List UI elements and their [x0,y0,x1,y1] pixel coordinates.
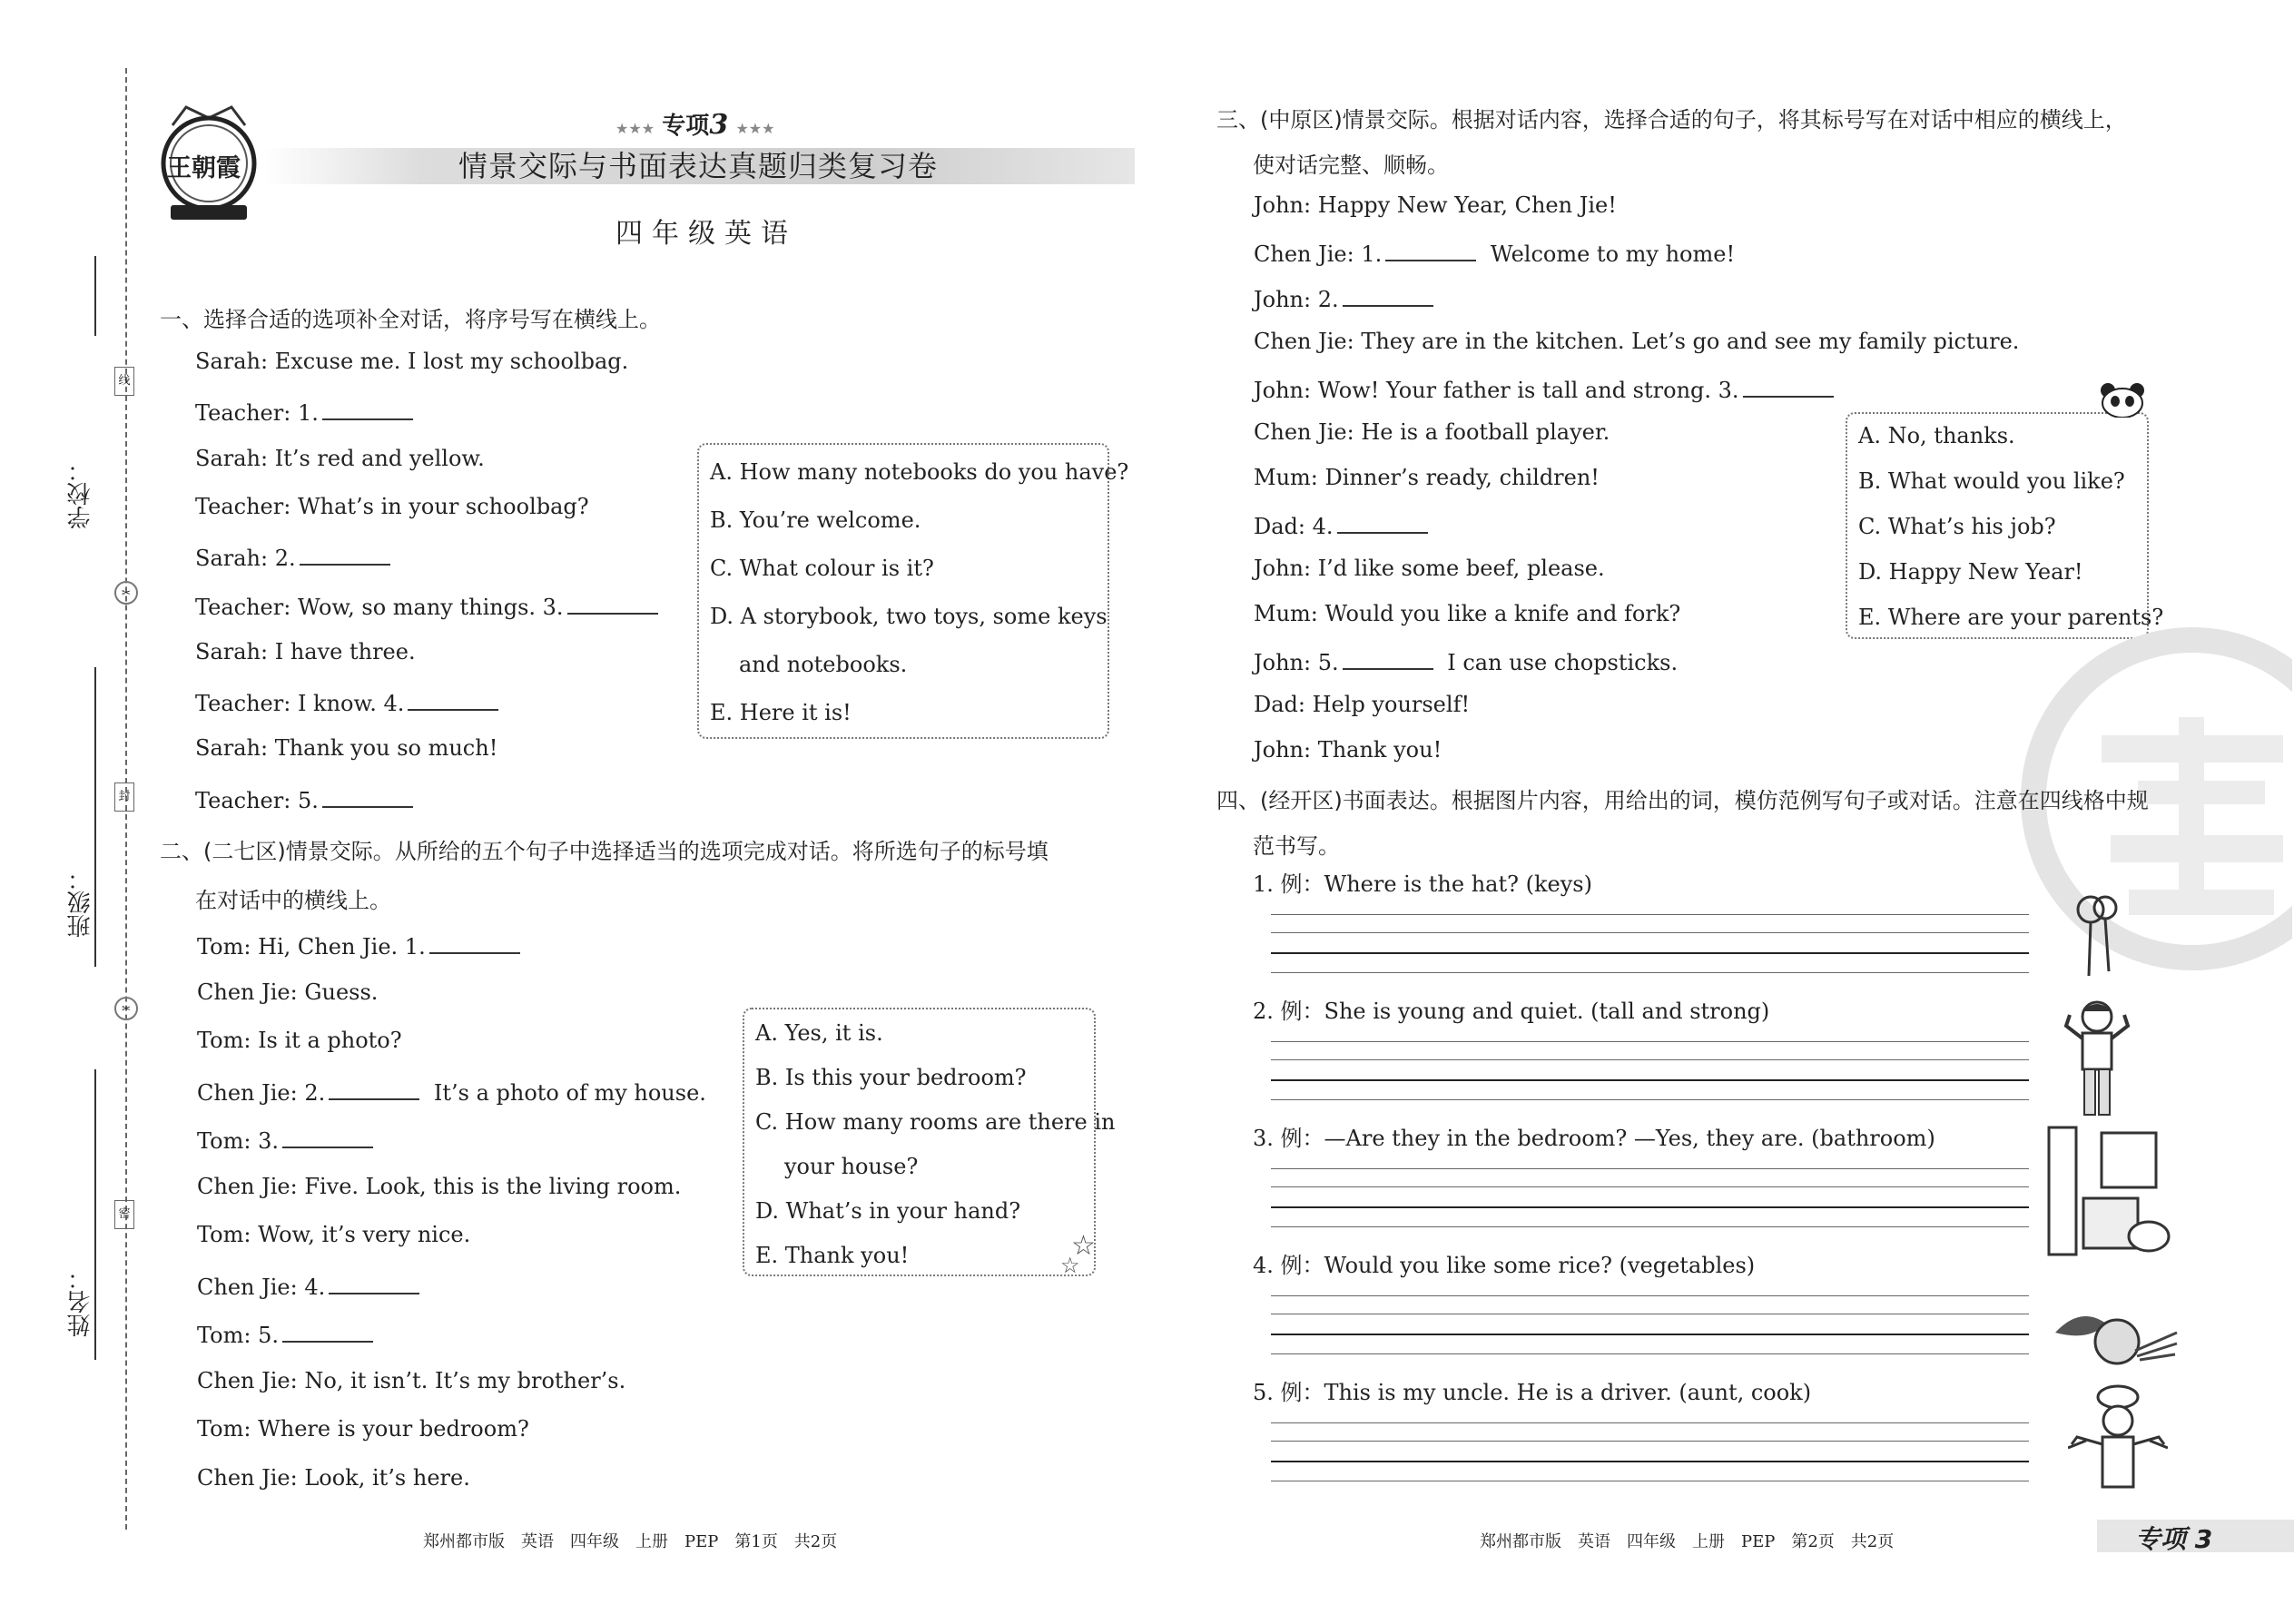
bathroom-icon [2047,1126,2174,1261]
footer-left: 郑州都市版 英语 四年级 上册 PEP 第1页 共2页 [423,1532,838,1551]
section-2-options [743,1008,1116,1276]
answer-blank[interactable] [408,689,498,711]
dialogue-line [195,544,390,572]
dialogue-text: Chen Jie: Guess. [197,979,379,1005]
writing-prompt: 1. 例：Where is the hat? (keys) [1253,871,1592,897]
dialogue-text: Tom: Is it a photo? [197,1028,402,1053]
writing-prompt: 5. 例：This is my uncle. He is a driver. (aunt, cook) [1253,1380,1812,1405]
dialogue-text: Teacher: What’s in your schoolbag? [195,493,589,519]
section-1-heading: 一、选择合适的选项补全对话，将序号写在横线上。 [160,307,661,332]
dialogue-text: Dad: Help yourself! [1254,692,1471,717]
dialogue-text: Tom: Hi, Chen Jie. 1. [197,934,426,960]
panda-icon [2097,381,2148,421]
dialogue-text: Teacher: I know. 4. [195,691,405,717]
option-item: your house? [784,1154,919,1179]
dialogue-line [197,981,378,1003]
four-line-grid[interactable] [1271,914,2029,974]
four-line-grid[interactable] [1271,1168,2029,1228]
dialogue-line [1254,240,1735,265]
logo-text: 王朝霞 [167,154,241,182]
dialogue-line [195,593,658,618]
dialogue-text: Chen Jie: They are in the kitchen. Let’s go and see my family picture. [1254,329,2020,354]
dialogue-line [195,638,416,664]
writing-prompt: 4. 例：Would you like some rice? (vegetables) [1253,1253,1756,1278]
dialogue-line [197,1224,470,1245]
four-line-grid[interactable] [1271,1422,2029,1482]
dialogue-text: Sarah: I have three. [195,638,416,664]
strong-man-icon [2061,999,2133,1125]
answer-blank[interactable] [329,1078,419,1100]
answer-blank[interactable] [567,593,658,615]
dialogue-text: Tom: Where is your bedroom? [197,1416,529,1442]
dialogue-text: Sarah: Thank you so much! [195,735,498,762]
dialogue-line [195,735,498,762]
dialogue-text: Teacher: Wow, so many things. 3. [195,594,564,620]
option-item: B. You’re welcome. [710,507,921,533]
dialogue-text: John: 5. [1254,650,1339,675]
option-item: D. A storybook, two toys, some keys [710,604,1108,629]
option-item: D. What’s in your hand? [755,1198,1021,1224]
dialogue-line [1254,421,1610,443]
dialogue-line [1254,694,1470,715]
option-item: A. No, thanks. [1858,423,2015,448]
dialogue-text: Tom: Wow, it’s very nice. [197,1222,471,1247]
seal-mark-secret: 密 [114,1200,134,1229]
dialogue-line [1254,739,1442,761]
section-1-options [697,443,1129,739]
star-icon: ★★★ [615,120,655,137]
section-4-heading-1: 四、(经开区)书面表达。根据图片内容，用给出的词，模仿范例写句子或对话。注意在四线格中规 [1216,788,2149,813]
cook-icon [2068,1384,2168,1506]
writing-prompt: 2. 例：She is young and quiet. (tall and strong) [1253,999,1770,1024]
dialogue-text: John: I’d like some beef, please. [1254,556,1605,581]
star-icon: ☆ [1060,1253,1080,1278]
dialogue-text: Chen Jie: No, it isn’t. It’s my brother’s. [197,1367,626,1393]
answer-blank[interactable] [329,1273,419,1294]
dialogue-line [195,399,413,427]
answer-blank[interactable] [1385,240,1476,261]
option-item: C. What colour is it? [710,556,934,581]
section-2-heading-2: 在对话中的横线上。 [195,888,391,913]
dialogue-line [197,1173,682,1199]
star-icon: ☆ [1071,1230,1096,1262]
page-title: 情景交际与书面表达真题归类复习卷 [458,149,939,183]
dialogue-line [1254,512,1428,537]
dialogue-text: Chen Jie: Look, it’s here. [197,1464,470,1491]
dialogue-line [195,493,589,519]
answer-blank[interactable] [322,786,413,808]
answer-blank[interactable] [282,1127,373,1148]
dialogue-line [197,1273,419,1298]
option-item: E. Where are your parents? [1858,605,2164,630]
option-item: E. Here it is! [710,700,852,725]
binding-line [94,256,96,336]
scissors-icon: ✂ [114,581,138,605]
name-label: 姓名： [67,1266,94,1337]
school-label: 学校： [67,458,94,529]
scissors-icon: ✂ [114,997,138,1020]
dialogue-text: Teacher: 5. [195,787,319,813]
dialogue-line [195,786,413,812]
dialogue-line [197,1367,626,1393]
seal-mark-seal: 封 [114,782,134,812]
logo [154,98,263,225]
four-line-grid[interactable] [1271,1041,2029,1101]
answer-blank[interactable] [1343,285,1433,307]
star-icon: ★★★ [735,120,775,137]
footer-right: 郑州都市版 英语 四年级 上册 PEP 第2页 共2页 [1480,1532,1895,1551]
option-item: and notebooks. [739,652,908,677]
keys-icon [2074,890,2120,984]
option-item: B. Is this your bedroom? [755,1065,1027,1090]
dialogue-text: John: Thank you! [1254,737,1442,763]
dialogue-text: Mum: Dinner’s ready, children! [1254,465,1600,490]
section-3-heading-1: 三、(中原区)情景交际。根据对话内容，选择合适的句子，将其标号写在对话中相应的横线上， [1216,107,2127,133]
subtitle: 四年级英语 [615,218,797,250]
dialogue-line [1254,285,1433,310]
dialogue-text: John: Wow! Your father is tall and strong. 3. [1254,378,1739,403]
dialogue-line [1254,603,1680,625]
dialogue-line [197,1127,373,1152]
dialogue-text: Chen Jie: 4. [197,1274,326,1300]
dialogue-line [197,1464,470,1491]
option-item: E. Thank you! [755,1243,910,1268]
answer-blank[interactable] [300,544,390,566]
dialogue-text: Chen Jie: 2. [197,1079,326,1106]
dialogue-line [195,350,628,372]
dialogue-line [197,1418,529,1440]
answer-blank[interactable] [322,399,413,420]
vegetables-icon [2053,1296,2181,1373]
answer-blank[interactable] [429,932,520,954]
dialogue-line [197,932,520,958]
dialogue-text: Sarah: Excuse me. I lost my schoolbag. [195,349,629,374]
dialogue-line [195,445,485,471]
dialogue-text: Sarah: It’s red and yellow. [195,445,485,471]
dialogue-text: Tom: 5. [197,1323,279,1348]
dialogue-text: Chen Jie: 1. [1254,241,1383,267]
dialogue-line [1254,194,1617,216]
corner-label: 专项 3 [2135,1524,2213,1554]
dialogue-line [1254,467,1600,488]
class-label: 班级： [67,867,94,938]
answer-blank[interactable] [1743,376,1834,398]
topic-badge: ★★★ 专项3 ★★★ [615,109,775,141]
dialogue-line [195,689,498,717]
dialogue-text: Chen Jie: Five. Look, this is the living room. [197,1173,682,1199]
dialogue-text: Dad: 4. [1254,514,1334,539]
section-2-heading-1: 二、(二七区)情景交际。从所给的五个句子中选择适当的选项完成对话。将所选句子的标号填 [160,839,1049,864]
writing-prompt: 3. 例：—Are they in the bedroom? —Yes, they are. (bathroom) [1253,1126,1935,1151]
option-item: C. How many rooms are there in [755,1109,1116,1135]
option-item: C. What’s his job? [1858,514,2056,539]
dialogue-line [197,1321,373,1346]
dialogue-text: Chen Jie: He is a football player. [1254,419,1610,445]
dialogue-text: Sarah: 2. [195,546,296,572]
dialogue-line [1254,648,1678,674]
answer-blank[interactable] [282,1321,373,1343]
dialogue-text-after: It’s a photo of my house. [427,1079,706,1106]
section-4-heading-2: 范书写。 [1253,833,1340,859]
dialogue-line [1254,557,1605,579]
seal-mark-line: 线 [114,367,134,396]
dialogue-text-after: I can use chopsticks. [1440,650,1679,675]
dialogue-text: John: Happy New Year, Chen Jie! [1254,192,1617,218]
four-line-grid[interactable] [1271,1295,2029,1355]
dialogue-line [1254,376,1834,401]
option-item: B. What would you like? [1858,468,2125,494]
dialogue-text: John: 2. [1254,287,1339,312]
section-3-options [1846,412,2164,639]
dialogue-text: Tom: 3. [197,1128,279,1154]
dialogue-line [197,1029,402,1051]
option-item: A. How many notebooks do you have? [710,459,1129,485]
section-3-heading-2: 使对话完整、顺畅。 [1253,153,1449,178]
dialogue-text: Mum: Would you like a knife and fork? [1254,601,1681,626]
dialogue-line [197,1078,706,1104]
answer-blank[interactable] [1337,512,1428,534]
option-item: D. Happy New Year! [1858,559,2083,585]
option-item: A. Yes, it is. [755,1020,883,1046]
dialogue-text: Teacher: 1. [195,400,319,427]
dialogue-text-after: Welcome to my home! [1483,241,1736,267]
answer-blank[interactable] [1343,648,1433,670]
dialogue-line [1254,330,2019,352]
